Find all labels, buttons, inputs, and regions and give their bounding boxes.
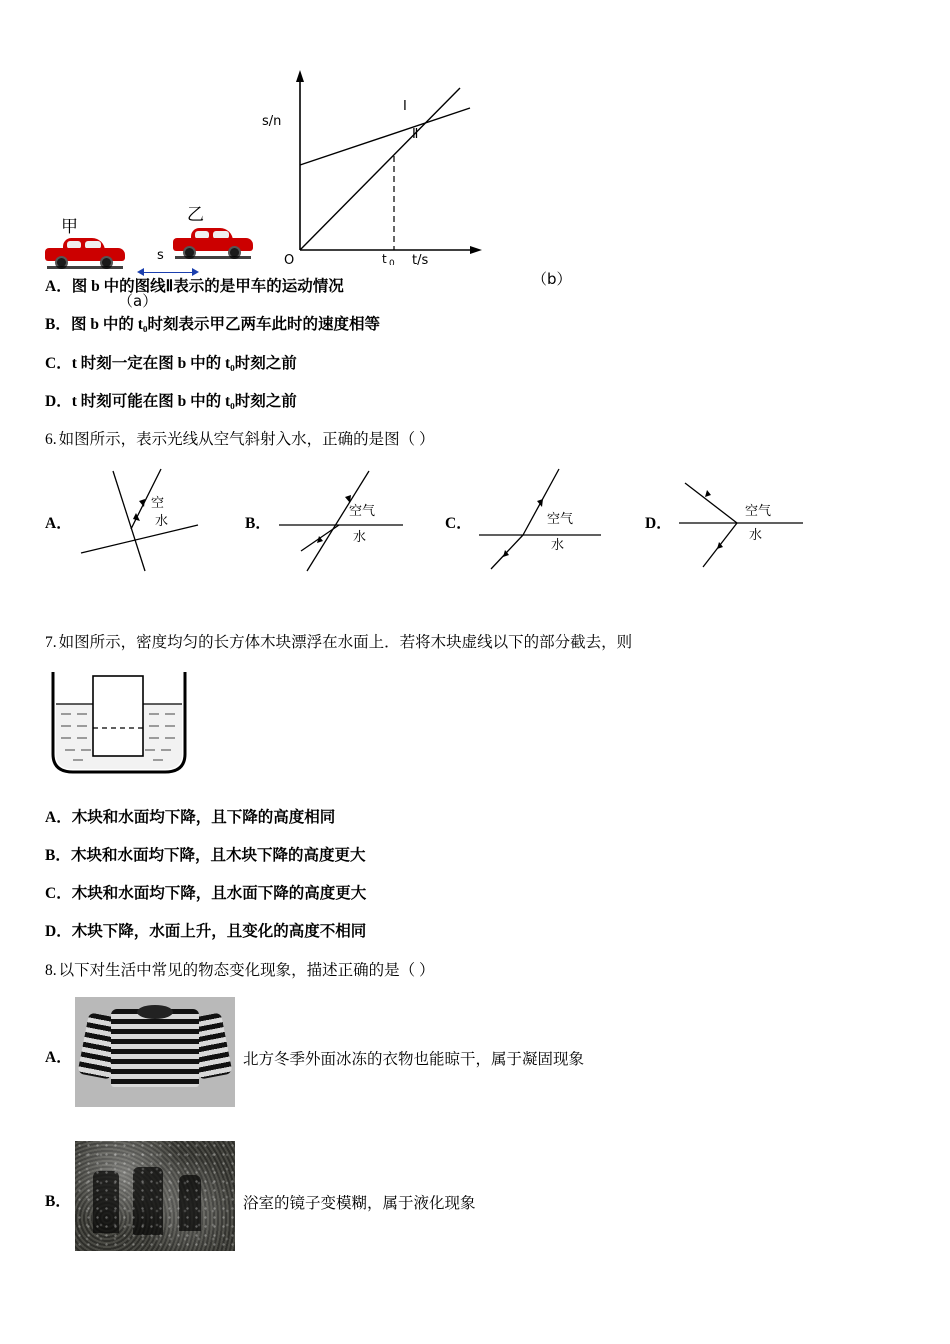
q7-option-a-label: A． <box>45 808 72 826</box>
q5-option-b-text: 图 b 中的 t₀时刻表示甲乙两车此时的速度相等 <box>71 316 381 334</box>
question8-text: 以下对生活中常见的物态变化现象，描述正确的是（ ） <box>58 961 435 979</box>
svg-text:O: O <box>284 253 295 265</box>
q5-option-a-text: 图 b 中的图线Ⅱ表示的是甲车的运动情况 <box>71 278 344 295</box>
page-content <box>45 40 905 1271</box>
sweater-body <box>111 1009 199 1087</box>
svg-text:空: 空 <box>151 495 165 511</box>
q8-option-b-label: B． <box>45 1193 71 1211</box>
q8-option-a-caption: 北方冬季外面冰冻的衣物也能晾干，属于凝固现象 <box>243 1051 585 1069</box>
svg-text:空气: 空气 <box>547 511 574 527</box>
q6-choice-b[interactable] <box>245 463 445 578</box>
svg-text:水: 水 <box>155 513 169 529</box>
q7-option-a-text: 木块和水面均下降，且下降的高度相同 <box>71 808 336 826</box>
svg-text:空气: 空气 <box>349 503 376 519</box>
svg-text:空气: 空气 <box>745 503 772 519</box>
question7-figure <box>45 668 345 788</box>
car-label-jia: 甲 <box>61 217 78 237</box>
svg-text:t: t <box>382 252 387 265</box>
q8-option-a-label: A． <box>45 1049 72 1067</box>
q6-choice-c[interactable] <box>445 463 645 578</box>
q5-option-c-label: C． <box>45 354 72 372</box>
question7-text: 如图所示，密度均匀的长方体木块漂浮在水面上．若将木块虚线以下的部分截去，则 <box>58 633 633 651</box>
q5-option-b-label: B． <box>45 316 71 334</box>
question6-number: 6. <box>45 431 57 448</box>
q7-option-d-label: D． <box>45 923 72 941</box>
question6-stem <box>45 428 905 453</box>
car-shadow <box>175 256 251 259</box>
svg-text:水: 水 <box>749 527 763 543</box>
q5-option-c-text: t 时刻一定在图 b 中的 t₀时刻之前 <box>71 354 297 372</box>
q6-choice-b-label: B． <box>245 514 271 532</box>
q5-option-b <box>45 313 905 336</box>
figure-caption-b: （b） <box>532 270 572 288</box>
q5-option-d-label: D． <box>45 392 72 410</box>
svg-text:Ⅰ: Ⅰ <box>403 99 407 114</box>
svg-text:0: 0 <box>389 259 395 265</box>
distance-label: s <box>157 248 164 263</box>
svg-text:Ⅱ: Ⅱ <box>412 127 419 142</box>
q6-choice-c-label: C． <box>445 514 472 532</box>
question7-number: 7. <box>45 633 57 651</box>
car-label-yi: 乙 <box>187 205 204 225</box>
q7-option-c <box>45 882 905 905</box>
car-shadow <box>47 266 123 269</box>
question8-number: 8. <box>45 961 57 979</box>
car-jia <box>45 236 125 270</box>
distance-arrow-icon <box>137 266 199 280</box>
car-yi <box>173 226 253 260</box>
q7-option-b-label: B． <box>45 846 71 864</box>
q7-option-a <box>45 806 905 829</box>
q6-choice-d[interactable] <box>645 463 845 578</box>
q7-option-d <box>45 920 905 943</box>
q6-choice-a-label: A． <box>45 514 72 532</box>
figure-caption-a: （a） <box>118 292 158 310</box>
q7-option-c-label: C． <box>45 885 72 903</box>
svg-text:t/s: t/s <box>412 253 429 265</box>
question7-stem <box>45 631 905 656</box>
speed-time-graph <box>260 60 572 288</box>
q5-option-d <box>45 390 905 413</box>
q7-option-d-text: 木块下降，水面上升，且变化的高度不相同 <box>71 923 367 941</box>
svg-text:水: 水 <box>353 529 367 545</box>
q7-option-c-text: 木块和水面均下降，且水面下降的高度更大 <box>71 885 367 903</box>
foggy-mirror-photo <box>75 1141 235 1251</box>
q5-option-d-text: t 时刻可能在图 b 中的 t₀时刻之前 <box>71 392 297 410</box>
mirror-illustration <box>75 1141 235 1251</box>
q7-option-b-text: 木块和水面均下降，且木块下降的高度更大 <box>71 846 366 864</box>
question6-choice-figures <box>45 463 905 583</box>
frozen-clothes-photo <box>75 997 235 1107</box>
q8-option-b[interactable] <box>45 1141 905 1253</box>
svg-text:s/n: s/n <box>262 114 282 129</box>
q8-option-b-caption: 浴室的镜子变模糊，属于液化现象 <box>243 1195 476 1213</box>
q6-choice-a[interactable] <box>45 463 245 578</box>
q8-option-a[interactable] <box>45 997 905 1109</box>
svg-text:水: 水 <box>551 537 565 553</box>
condensation-droplets <box>75 1141 235 1251</box>
question6-text: 如图所示，表示光线从空气斜射入水，正确的是图（ ） <box>58 431 435 448</box>
q7-option-b <box>45 844 905 867</box>
q6-choice-d-label: D． <box>645 514 672 532</box>
q5-option-a-label: A． <box>45 278 72 295</box>
q5-option-c <box>45 352 905 375</box>
sweater-illustration <box>75 997 235 1107</box>
question8-stem <box>45 959 905 984</box>
